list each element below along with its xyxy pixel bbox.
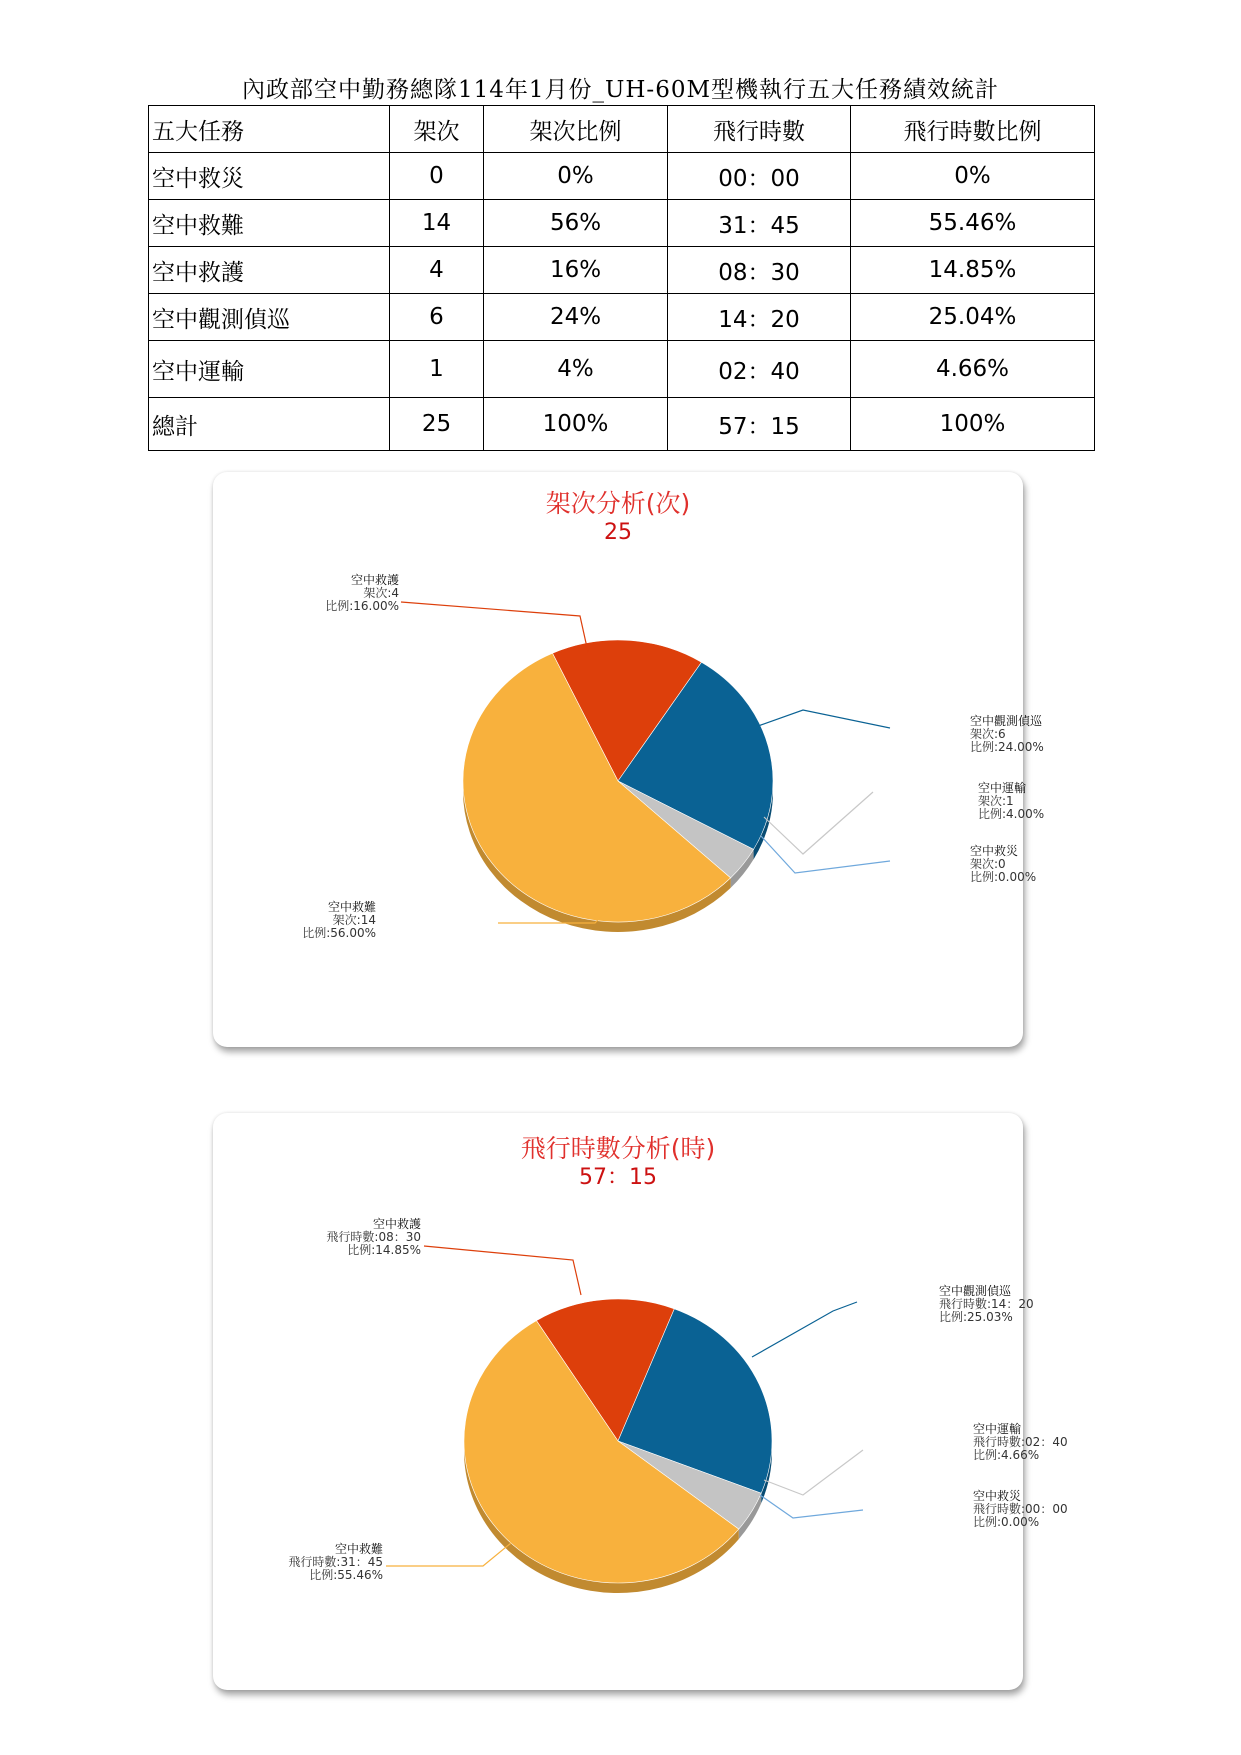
callout-share: 比例:0.00% — [970, 870, 1037, 884]
callout-name: 空中觀測偵巡 — [939, 1284, 1012, 1298]
table-cell: 25 — [390, 398, 484, 451]
table-cell: 4.66% — [851, 341, 1095, 398]
callout-value: 架次:0 — [970, 857, 1006, 871]
sorties-pie-chart — [213, 472, 1045, 1047]
table-cell: 14.85% — [851, 247, 1095, 294]
callout-value: 飛行時數:02：40 — [973, 1435, 1068, 1449]
callout-line — [752, 1302, 857, 1357]
chart-title: 飛行時數分析(時) — [520, 1134, 716, 1163]
callout-share: 比例:4.00% — [978, 807, 1045, 821]
table-cell: 55.46% — [851, 200, 1095, 247]
callout-value: 飛行時數:08：30 — [326, 1230, 421, 1244]
callout-value: 飛行時數:00：00 — [973, 1502, 1068, 1516]
table-cell: 25.04% — [851, 294, 1095, 341]
table-header-cell: 架次 — [390, 106, 484, 153]
table-cell: 0 — [390, 153, 484, 200]
callout-share: 比例:55.46% — [309, 1568, 383, 1582]
table-header-cell: 飛行時數比例 — [851, 106, 1095, 153]
table-cell: 24% — [484, 294, 668, 341]
table-header-row — [149, 106, 1095, 153]
callout-share: 比例:25.03% — [939, 1310, 1013, 1324]
table-cell: 56% — [484, 200, 668, 247]
callout-share: 比例:14.85% — [347, 1243, 421, 1257]
table-cell: 空中救難 — [149, 200, 390, 247]
callout-name: 空中救護 — [350, 573, 399, 587]
callout-value: 飛行時數:14：20 — [939, 1297, 1034, 1311]
table-cell: 空中運輸 — [149, 341, 390, 398]
table-cell: 4 — [390, 247, 484, 294]
callout-line — [424, 1246, 581, 1295]
callout-line — [764, 1450, 863, 1495]
table-cell: 空中救災 — [149, 153, 390, 200]
chart-subtitle: 25 — [604, 520, 632, 545]
table-cell: 31：45 — [668, 200, 851, 247]
table-header-cell: 架次比例 — [484, 106, 668, 153]
table-total-row — [149, 398, 1095, 451]
table-cell: 4% — [484, 341, 668, 398]
callout-name: 空中運輸 — [973, 1422, 1022, 1436]
pie-slices — [463, 640, 773, 932]
table-cell: 57：15 — [668, 398, 851, 451]
callout-line — [401, 602, 588, 652]
table-row — [149, 247, 1095, 294]
callout-line — [761, 836, 890, 873]
callout-line — [760, 1495, 863, 1518]
callout-value: 架次:14 — [332, 913, 376, 927]
table-cell: 08：30 — [668, 247, 851, 294]
flight-hours-pie-chart — [213, 1113, 1068, 1690]
table-cell: 100% — [484, 398, 668, 451]
table-cell: 16% — [484, 247, 668, 294]
callout-value: 架次:4 — [363, 586, 399, 600]
callout-name: 空中救難 — [334, 1542, 383, 1556]
callout-line — [764, 792, 873, 854]
table-cell: 14 — [390, 200, 484, 247]
callout-share: 比例:56.00% — [302, 926, 376, 940]
callout-name: 空中觀測偵巡 — [970, 714, 1043, 728]
table-row — [149, 200, 1095, 247]
callout-name: 空中運輸 — [978, 781, 1027, 795]
callout-share: 比例:4.66% — [973, 1448, 1040, 1462]
table-cell: 0% — [484, 153, 668, 200]
stats-table — [148, 105, 1095, 451]
table-cell: 02：40 — [668, 341, 851, 398]
table-row — [149, 153, 1095, 200]
table-header-cell: 飛行時數 — [668, 106, 851, 153]
table-cell: 14：20 — [668, 294, 851, 341]
callout-line — [386, 1543, 511, 1566]
callout-share: 比例:16.00% — [325, 599, 399, 613]
table-cell: 空中救護 — [149, 247, 390, 294]
callout-value: 架次:1 — [978, 794, 1014, 808]
table-cell: 6 — [390, 294, 484, 341]
callout-line — [758, 710, 890, 728]
table-cell: 0% — [851, 153, 1095, 200]
pie-slices — [464, 1299, 772, 1593]
table-header-cell: 五大任務 — [149, 106, 390, 153]
callout-value: 架次:6 — [970, 727, 1006, 741]
table-row — [149, 294, 1095, 341]
sorties-chart-card — [213, 472, 1045, 1047]
callout-share: 比例:0.00% — [973, 1515, 1040, 1529]
callout-value: 飛行時數:31：45 — [288, 1555, 383, 1569]
chart-title: 架次分析(次) — [545, 489, 691, 518]
page-title: 內政部空中勤務總隊114年1月份_UH-60M型機執行五大任務績效統計 — [241, 77, 1000, 103]
chart-subtitle: 57：15 — [579, 1165, 657, 1190]
table-cell: 00：00 — [668, 153, 851, 200]
table-cell: 總計 — [149, 398, 390, 451]
table-row — [149, 341, 1095, 398]
callout-name: 空中救災 — [973, 1489, 1022, 1503]
flight-hours-chart-card — [213, 1113, 1068, 1690]
table-cell: 1 — [390, 341, 484, 398]
callout-name: 空中救災 — [970, 844, 1019, 858]
table-cell: 空中觀測偵巡 — [149, 294, 390, 341]
callout-name: 空中救難 — [327, 900, 376, 914]
table-cell: 100% — [851, 398, 1095, 451]
callout-share: 比例:24.00% — [970, 740, 1044, 754]
callout-name: 空中救護 — [372, 1217, 421, 1231]
